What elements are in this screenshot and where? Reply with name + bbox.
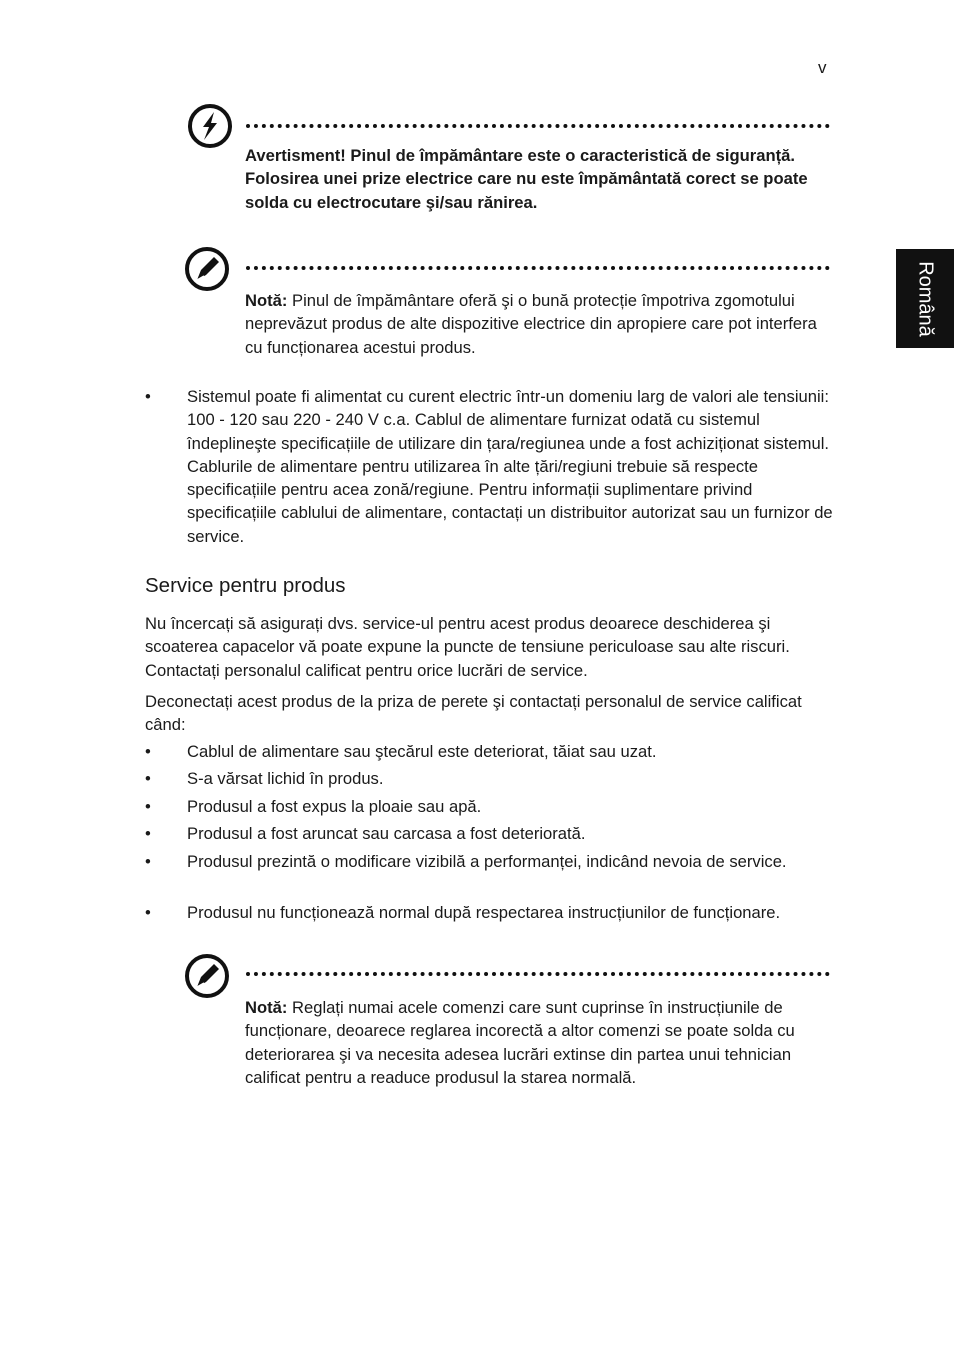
bullet-marker: • xyxy=(145,852,151,871)
page-number: v xyxy=(818,58,827,77)
bullet-marker: • xyxy=(145,742,151,761)
bullet-top-text: Sistemul poate fi alimentat cu curent electric într-un domeniu larg de valori ale tensiunii: 100 - 120 sau 220 - 240 V c.a. Cablul de alimentare furnizat odată cu sistemul îndeplineşte specificațiile de utilizare din țara/regiunea unde a fost achiziționat sistemul. Cablurile de alimentare pentru utilizarea în alte țări/regiuni trebuie să respecte specificațiile pentru acea zonă/regiune. Pentru informații suplimentare privind specificațiile cablului de alimentare, contactați un distribuitor autorizat sau un furnizor de service. xyxy=(187,387,833,546)
list-item: Produsul a fost aruncat sau carcasa a fost deteriorată. xyxy=(187,824,586,843)
language-tab xyxy=(896,249,954,348)
list-item: Cablul de alimentare sau ştecărul este deteriorat, tăiat sau uzat. xyxy=(187,742,657,761)
list-item: S-a vărsat lichid în produs. xyxy=(187,769,384,788)
note1-divider xyxy=(246,266,830,270)
warning-text: Avertisment! Pinul de împământare este o caracteristică de siguranță. Folosirea unei prize electrice care nu este împământată corect se poate solda cu electrocutare şi/sau rănirea. xyxy=(245,146,808,212)
warning-divider xyxy=(246,124,830,128)
bullet-marker: • xyxy=(145,903,151,922)
note2-text: Reglați numai acele comenzi care sunt cuprinse în instrucțiunile de funcționare, deoarece reglarea incorectă a altor comenzi se poate solda cu deteriorarea şi va necesita adesea lucrări extinse din partea unui tehnician calificat pentru a readuce produsul la starea normală. xyxy=(245,998,795,1087)
list-item: Produsul prezintă o modificare vizibilă a performanței, indicând nevoia de service. xyxy=(187,852,787,871)
list-item: Produsul a fost expus la ploaie sau apă. xyxy=(187,797,482,816)
pen-note-icon xyxy=(184,953,230,999)
note2-divider xyxy=(246,972,830,976)
list-item: Produsul nu funcționează normal după respectarea instrucțiunilor de funcționare. xyxy=(187,903,781,922)
bullet-marker: • xyxy=(145,387,151,406)
lightning-warning-icon xyxy=(187,103,233,149)
note2-label: Notă: xyxy=(245,998,288,1017)
section-heading: Service pentru produs xyxy=(145,574,346,597)
bullet-marker: • xyxy=(145,797,151,816)
section-paragraph-1: Nu încercați să asigurați dvs. service-ul pentru acest produs deoarece deschiderea şi scoaterea capacelor vă poate expune la puncte de tensiune periculoase sau alte riscuri. Contactați personalul calificat pentru orice lucrări de service. xyxy=(145,614,790,680)
note1-text: Pinul de împământare oferă şi o bună protecție împotriva zgomotului neprevăzut produs de alte dispozitive electrice din apropiere care pot interfera cu funcționarea acestui produs. xyxy=(245,291,817,357)
bullet-marker: • xyxy=(145,824,151,843)
note1-label: Notă: xyxy=(245,291,288,310)
note1-paragraph xyxy=(245,289,835,359)
bullet-marker: • xyxy=(145,769,151,788)
pen-note-icon xyxy=(184,246,230,292)
note2-paragraph xyxy=(245,996,835,1089)
language-tab-label: Română xyxy=(914,260,937,337)
section-paragraph-2: Deconectați acest produs de la priza de perete şi contactați personalul de service calificat când: xyxy=(145,692,802,735)
